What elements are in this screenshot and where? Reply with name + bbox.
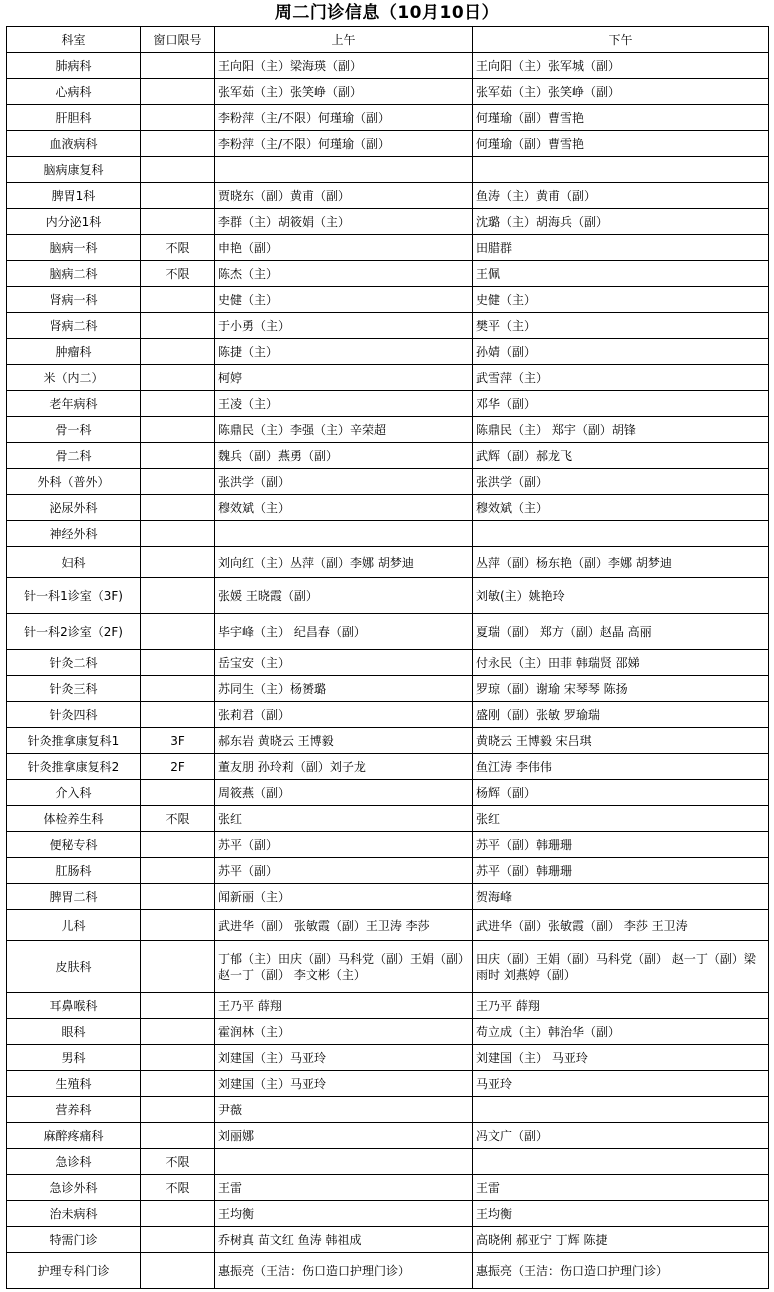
dept-cell: 外科（普外） xyxy=(7,469,141,495)
afternoon-doctors-cell: 张军茹（主）张笑峥（副） xyxy=(473,79,769,105)
dept-cell: 体检养生科 xyxy=(7,806,141,832)
header-morning: 上午 xyxy=(215,27,473,53)
afternoon-doctors-cell: 刘建国（主） 马亚玲 xyxy=(473,1045,769,1071)
window-limit-cell xyxy=(141,313,215,339)
dept-cell: 肝胆科 xyxy=(7,105,141,131)
afternoon-doctors-cell xyxy=(473,1097,769,1123)
table-row xyxy=(7,365,769,391)
morning-doctors-cell: 王凌（主） xyxy=(215,391,473,417)
window-limit-cell: 不限 xyxy=(141,1149,215,1175)
dept-cell: 麻醉疼痛科 xyxy=(7,1123,141,1149)
window-limit-cell xyxy=(141,443,215,469)
table-row xyxy=(7,1071,769,1097)
morning-doctors-cell: 苏平（副） xyxy=(215,858,473,884)
morning-doctors-cell: 史健（主） xyxy=(215,287,473,313)
window-limit-cell xyxy=(141,339,215,365)
afternoon-doctors-cell: 田腊群 xyxy=(473,235,769,261)
header-row xyxy=(7,27,769,53)
afternoon-doctors-cell: 王雷 xyxy=(473,1175,769,1201)
dept-cell: 脑病二科 xyxy=(7,261,141,287)
morning-doctors-cell: 柯婷 xyxy=(215,365,473,391)
afternoon-doctors-cell: 罗琼（副）谢瑜 宋琴琴 陈扬 xyxy=(473,676,769,702)
dept-cell: 米（内二） xyxy=(7,365,141,391)
afternoon-doctors-cell: 田庆（副）王娟（副）马科党（副） 赵一丁（副）梁雨时 刘燕婷（副） xyxy=(473,941,769,993)
window-limit-cell xyxy=(141,209,215,235)
table-row xyxy=(7,235,769,261)
dept-cell: 脑病康复科 xyxy=(7,157,141,183)
morning-doctors-cell: 陈鼎民（主）李强（主）辛荣超 xyxy=(215,417,473,443)
window-limit-cell xyxy=(141,1123,215,1149)
table-row xyxy=(7,261,769,287)
dept-cell: 急诊外科 xyxy=(7,1175,141,1201)
window-limit-cell xyxy=(141,884,215,910)
afternoon-doctors-cell: 王佩 xyxy=(473,261,769,287)
window-limit-cell xyxy=(141,650,215,676)
morning-doctors-cell: 贾晓东（副）黄甫（副） xyxy=(215,183,473,209)
morning-doctors-cell: 周筱燕（副） xyxy=(215,780,473,806)
morning-doctors-cell: 穆效斌（主） xyxy=(215,495,473,521)
morning-doctors-cell: 苏同生（主）杨赟璐 xyxy=(215,676,473,702)
window-limit-cell xyxy=(141,157,215,183)
dept-cell: 脾胃1科 xyxy=(7,183,141,209)
morning-doctors-cell: 张红 xyxy=(215,806,473,832)
morning-doctors-cell: 董友朋 孙玲莉（副）刘子龙 xyxy=(215,754,473,780)
dept-cell: 针一科2诊室（2F) xyxy=(7,614,141,650)
dept-cell: 神经外科 xyxy=(7,521,141,547)
table-row xyxy=(7,650,769,676)
morning-doctors-cell: 郝东岩 黄晓云 王博毅 xyxy=(215,728,473,754)
morning-doctors-cell: 岳宝安（主） xyxy=(215,650,473,676)
afternoon-doctors-cell: 沈璐（主）胡海兵（副） xyxy=(473,209,769,235)
window-limit-cell: 2F xyxy=(141,754,215,780)
window-limit-cell xyxy=(141,53,215,79)
afternoon-doctors-cell: 贺海峰 xyxy=(473,884,769,910)
morning-doctors-cell: 王雷 xyxy=(215,1175,473,1201)
header-dept: 科室 xyxy=(7,27,141,53)
afternoon-doctors-cell: 武进华（副）张敏霞（副） 李莎 王卫涛 xyxy=(473,910,769,941)
dept-cell: 脾胃二科 xyxy=(7,884,141,910)
morning-doctors-cell: 魏兵（副）燕勇（副） xyxy=(215,443,473,469)
dept-cell: 耳鼻喉科 xyxy=(7,993,141,1019)
morning-doctors-cell: 王向阳（主）梁海瑛（副） xyxy=(215,53,473,79)
morning-doctors-cell: 张洪学（副） xyxy=(215,469,473,495)
afternoon-doctors-cell: 杨辉（副） xyxy=(473,780,769,806)
afternoon-doctors-cell: 何瑾瑜（副）曹雪艳 xyxy=(473,105,769,131)
table-row xyxy=(7,209,769,235)
header-window-limit: 窗口限号 xyxy=(141,27,215,53)
afternoon-doctors-cell xyxy=(473,521,769,547)
afternoon-doctors-cell: 苏平（副）韩珊珊 xyxy=(473,858,769,884)
afternoon-doctors-cell: 穆效斌（主） xyxy=(473,495,769,521)
window-limit-cell xyxy=(141,131,215,157)
window-limit-cell xyxy=(141,676,215,702)
dept-cell: 儿科 xyxy=(7,910,141,941)
window-limit-cell: 3F xyxy=(141,728,215,754)
morning-doctors-cell xyxy=(215,521,473,547)
dept-cell: 男科 xyxy=(7,1045,141,1071)
dept-cell: 营养科 xyxy=(7,1097,141,1123)
table-row xyxy=(7,287,769,313)
morning-doctors-cell: 刘建国（主）马亚玲 xyxy=(215,1071,473,1097)
afternoon-doctors-cell: 张洪学（副） xyxy=(473,469,769,495)
dept-cell: 治未病科 xyxy=(7,1201,141,1227)
window-limit-cell xyxy=(141,702,215,728)
dept-cell: 肿瘤科 xyxy=(7,339,141,365)
dept-cell: 针灸四科 xyxy=(7,702,141,728)
table-row xyxy=(7,780,769,806)
table-row xyxy=(7,578,769,614)
morning-doctors-cell: 毕宇峰（主） 纪昌春（副） xyxy=(215,614,473,650)
morning-doctors-cell: 王均衡 xyxy=(215,1201,473,1227)
afternoon-doctors-cell: 陈鼎民（主） 郑宇（副）胡锋 xyxy=(473,417,769,443)
table-row xyxy=(7,183,769,209)
afternoon-doctors-cell xyxy=(473,157,769,183)
afternoon-doctors-cell: 苏平（副）韩珊珊 xyxy=(473,832,769,858)
table-row xyxy=(7,495,769,521)
table-row xyxy=(7,53,769,79)
window-limit-cell xyxy=(141,578,215,614)
morning-doctors-cell: 张媛 王晓霞（副） xyxy=(215,578,473,614)
morning-doctors-cell xyxy=(215,157,473,183)
table-row xyxy=(7,910,769,941)
afternoon-doctors-cell: 惠振亮（王洁：伤口造口护理门诊） xyxy=(473,1253,769,1289)
table-row xyxy=(7,521,769,547)
window-limit-cell xyxy=(141,941,215,993)
dept-cell: 针灸推拿康复科2 xyxy=(7,754,141,780)
dept-cell: 针一科1诊室（3F) xyxy=(7,578,141,614)
table-row xyxy=(7,339,769,365)
morning-doctors-cell: 闻新丽（主） xyxy=(215,884,473,910)
window-limit-cell xyxy=(141,1019,215,1045)
table-row xyxy=(7,1149,769,1175)
dept-cell: 脑病一科 xyxy=(7,235,141,261)
morning-doctors-cell: 惠振亮（王洁：伤口造口护理门诊） xyxy=(215,1253,473,1289)
dept-cell: 急诊科 xyxy=(7,1149,141,1175)
afternoon-doctors-cell: 武辉（副）郝龙飞 xyxy=(473,443,769,469)
afternoon-doctors-cell: 苟立成（主）韩治华（副） xyxy=(473,1019,769,1045)
dept-cell: 血液病科 xyxy=(7,131,141,157)
morning-doctors-cell: 丁郁（主）田庆（副）马科党（副）王娟（副）赵一丁（副） 李文彬（主） xyxy=(215,941,473,993)
table-row xyxy=(7,832,769,858)
dept-cell: 肾病二科 xyxy=(7,313,141,339)
table-row xyxy=(7,1227,769,1253)
window-limit-cell xyxy=(141,614,215,650)
table-row xyxy=(7,443,769,469)
window-limit-cell xyxy=(141,1097,215,1123)
table-row xyxy=(7,1019,769,1045)
morning-doctors-cell: 尹薇 xyxy=(215,1097,473,1123)
schedule-body xyxy=(7,53,769,1289)
afternoon-doctors-cell: 何瑾瑜（副）曹雪艳 xyxy=(473,131,769,157)
table-row xyxy=(7,157,769,183)
table-row xyxy=(7,806,769,832)
table-row xyxy=(7,614,769,650)
table-row xyxy=(7,105,769,131)
table-row xyxy=(7,676,769,702)
afternoon-doctors-cell: 张红 xyxy=(473,806,769,832)
window-limit-cell: 不限 xyxy=(141,1175,215,1201)
table-row xyxy=(7,858,769,884)
afternoon-doctors-cell: 王乃平 薛翔 xyxy=(473,993,769,1019)
dept-cell: 特需门诊 xyxy=(7,1227,141,1253)
morning-doctors-cell: 王乃平 薛翔 xyxy=(215,993,473,1019)
afternoon-doctors-cell: 王均衡 xyxy=(473,1201,769,1227)
dept-cell: 心病科 xyxy=(7,79,141,105)
window-limit-cell xyxy=(141,365,215,391)
afternoon-doctors-cell: 王向阳（主）张军城（副） xyxy=(473,53,769,79)
dept-cell: 皮肤科 xyxy=(7,941,141,993)
table-row xyxy=(7,702,769,728)
window-limit-cell xyxy=(141,547,215,578)
morning-doctors-cell: 霍润林（主） xyxy=(215,1019,473,1045)
dept-cell: 妇科 xyxy=(7,547,141,578)
dept-cell: 肾病一科 xyxy=(7,287,141,313)
dept-cell: 生殖科 xyxy=(7,1071,141,1097)
window-limit-cell xyxy=(141,1201,215,1227)
table-row xyxy=(7,79,769,105)
afternoon-doctors-cell xyxy=(473,1149,769,1175)
afternoon-doctors-cell: 黄晓云 王博毅 宋吕琪 xyxy=(473,728,769,754)
morning-doctors-cell: 刘丽娜 xyxy=(215,1123,473,1149)
window-limit-cell xyxy=(141,780,215,806)
morning-doctors-cell: 李群（主）胡筱娟（主） xyxy=(215,209,473,235)
morning-doctors-cell: 苏平（副） xyxy=(215,832,473,858)
window-limit-cell xyxy=(141,391,215,417)
window-limit-cell xyxy=(141,105,215,131)
table-row xyxy=(7,417,769,443)
afternoon-doctors-cell: 夏瑞（副） 郑方（副）赵晶 高丽 xyxy=(473,614,769,650)
window-limit-cell xyxy=(141,1071,215,1097)
window-limit-cell xyxy=(141,79,215,105)
morning-doctors-cell: 乔树真 苗文红 鱼涛 韩祖成 xyxy=(215,1227,473,1253)
afternoon-doctors-cell: 樊平（主） xyxy=(473,313,769,339)
afternoon-doctors-cell: 丛萍（副）杨东艳（副）李娜 胡梦迪 xyxy=(473,547,769,578)
table-row xyxy=(7,941,769,993)
morning-doctors-cell: 于小勇（主） xyxy=(215,313,473,339)
window-limit-cell xyxy=(141,1227,215,1253)
window-limit-cell xyxy=(141,287,215,313)
window-limit-cell xyxy=(141,993,215,1019)
window-limit-cell xyxy=(141,858,215,884)
table-row xyxy=(7,313,769,339)
table-row xyxy=(7,469,769,495)
morning-doctors-cell: 陈捷（主） xyxy=(215,339,473,365)
window-limit-cell: 不限 xyxy=(141,261,215,287)
afternoon-doctors-cell: 鱼涛（主）黄甫（副） xyxy=(473,183,769,209)
morning-doctors-cell: 申艳（副） xyxy=(215,235,473,261)
table-row xyxy=(7,1201,769,1227)
dept-cell: 泌尿外科 xyxy=(7,495,141,521)
table-row xyxy=(7,728,769,754)
dept-cell: 肛肠科 xyxy=(7,858,141,884)
table-row xyxy=(7,1045,769,1071)
window-limit-cell xyxy=(141,1045,215,1071)
dept-cell: 老年病科 xyxy=(7,391,141,417)
afternoon-doctors-cell: 马亚玲 xyxy=(473,1071,769,1097)
afternoon-doctors-cell: 高晓俐 郝亚宁 丁辉 陈捷 xyxy=(473,1227,769,1253)
morning-doctors-cell: 刘向红（主）丛萍（副）李娜 胡梦迪 xyxy=(215,547,473,578)
morning-doctors-cell xyxy=(215,1149,473,1175)
window-limit-cell xyxy=(141,910,215,941)
window-limit-cell xyxy=(141,183,215,209)
window-limit-cell: 不限 xyxy=(141,806,215,832)
table-row xyxy=(7,1123,769,1149)
afternoon-doctors-cell: 盛刚（副）张敏 罗瑜瑞 xyxy=(473,702,769,728)
window-limit-cell xyxy=(141,832,215,858)
table-row xyxy=(7,1253,769,1289)
table-row xyxy=(7,1097,769,1123)
table-row xyxy=(7,754,769,780)
afternoon-doctors-cell: 冯文广（副） xyxy=(473,1123,769,1149)
dept-cell: 介入科 xyxy=(7,780,141,806)
window-limit-cell: 不限 xyxy=(141,235,215,261)
table-row xyxy=(7,391,769,417)
morning-doctors-cell: 陈杰（主） xyxy=(215,261,473,287)
table-row xyxy=(7,131,769,157)
afternoon-doctors-cell: 武雪萍（主） xyxy=(473,365,769,391)
morning-doctors-cell: 刘建国（主）马亚玲 xyxy=(215,1045,473,1071)
table-row xyxy=(7,1175,769,1201)
dept-cell: 内分泌1科 xyxy=(7,209,141,235)
afternoon-doctors-cell: 史健（主） xyxy=(473,287,769,313)
dept-cell: 骨一科 xyxy=(7,417,141,443)
dept-cell: 肺病科 xyxy=(7,53,141,79)
dept-cell: 护理专科门诊 xyxy=(7,1253,141,1289)
morning-doctors-cell: 武进华（副） 张敏霞（副）王卫涛 李莎 xyxy=(215,910,473,941)
table-row xyxy=(7,993,769,1019)
morning-doctors-cell: 张莉君（副） xyxy=(215,702,473,728)
afternoon-doctors-cell: 鱼江涛 李伟伟 xyxy=(473,754,769,780)
dept-cell: 骨二科 xyxy=(7,443,141,469)
window-limit-cell xyxy=(141,417,215,443)
table-row xyxy=(7,547,769,578)
dept-cell: 针灸推拿康复科1 xyxy=(7,728,141,754)
dept-cell: 针灸二科 xyxy=(7,650,141,676)
morning-doctors-cell: 李粉萍（主/不限）何瑾瑜（副） xyxy=(215,131,473,157)
afternoon-doctors-cell: 孙婧（副） xyxy=(473,339,769,365)
window-limit-cell xyxy=(141,1253,215,1289)
morning-doctors-cell: 张军茹（主）张笑峥（副） xyxy=(215,79,473,105)
dept-cell: 眼科 xyxy=(7,1019,141,1045)
dept-cell: 便秘专科 xyxy=(7,832,141,858)
morning-doctors-cell: 李粉萍（主/不限）何瑾瑜（副） xyxy=(215,105,473,131)
window-limit-cell xyxy=(141,495,215,521)
window-limit-cell xyxy=(141,469,215,495)
dept-cell: 针灸三科 xyxy=(7,676,141,702)
afternoon-doctors-cell: 邓华（副） xyxy=(473,391,769,417)
window-limit-cell xyxy=(141,521,215,547)
afternoon-doctors-cell: 刘敏(主）姚艳玲 xyxy=(473,578,769,614)
clinic-schedule-table xyxy=(6,26,769,1289)
afternoon-doctors-cell: 付永民（主）田菲 韩瑞贤 邵娣 xyxy=(473,650,769,676)
table-row xyxy=(7,884,769,910)
page-title: 周二门诊信息（10月10日） xyxy=(274,3,500,23)
header-afternoon: 下午 xyxy=(473,27,769,53)
